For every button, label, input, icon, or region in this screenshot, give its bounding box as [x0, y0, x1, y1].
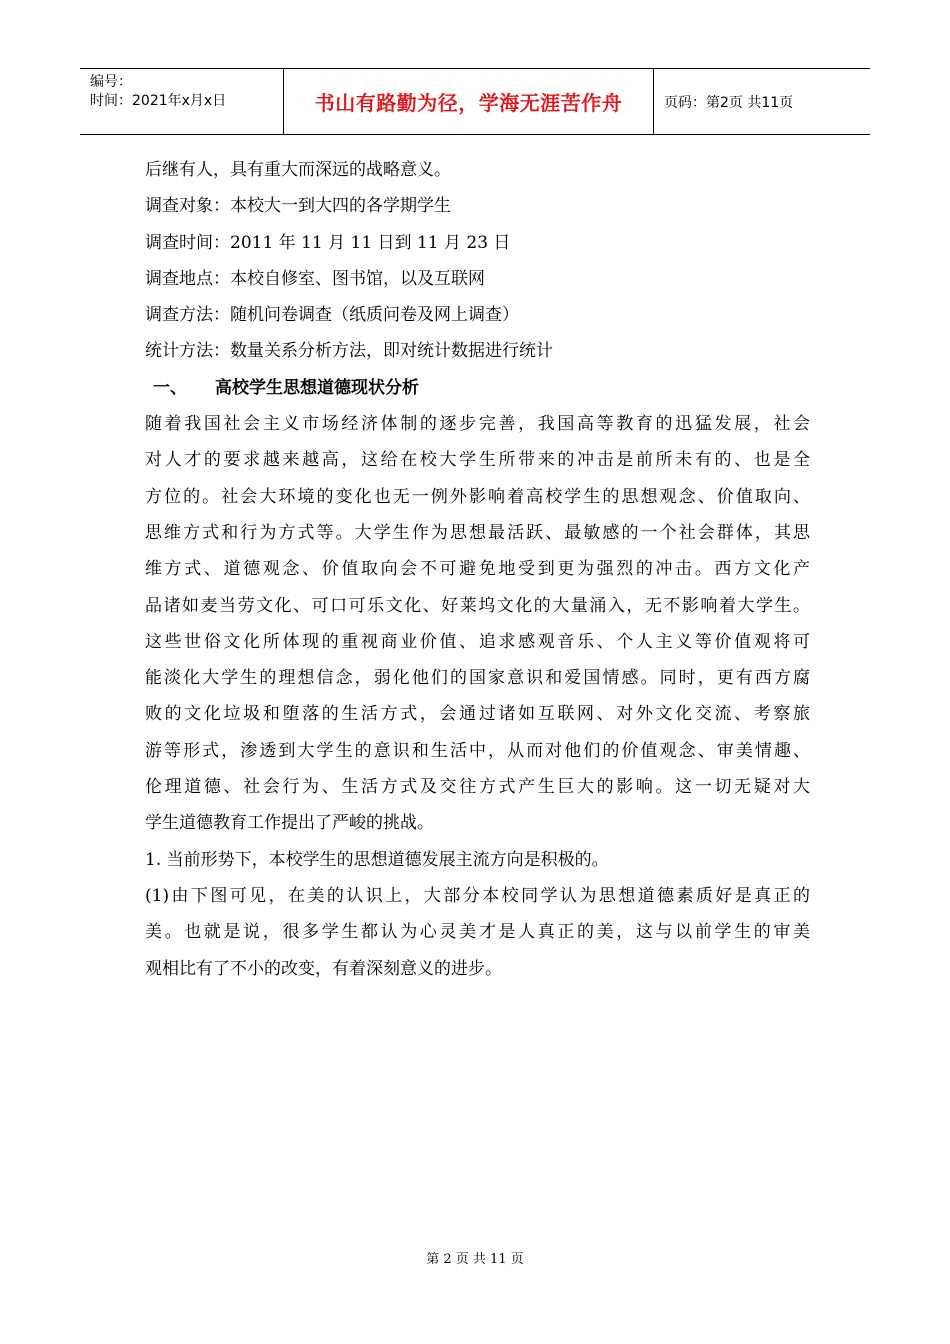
page-header: [80, 68, 870, 135]
paragraph-line: 对人才的要求越来越高，这给在校大学生所带来的冲击是前所未有的、也是全: [145, 450, 810, 471]
paragraph-line: 思维方式和行为方式等。大学生作为思想最活跃、最敏感的一个社会群体，其思: [145, 522, 810, 543]
point-heading: 1. 当前形势下，本校学生的思想道德发展主流方向是积极的。: [145, 849, 609, 870]
header-motto-cell: [283, 69, 654, 134]
paragraph-line: 随着我国社会主义市场经济体制的逐步完善，我国高等教育的迅猛发展，社会: [145, 414, 810, 435]
header-motto: 书山有路勤为径，学海无涯苦作舟: [314, 91, 623, 115]
paragraph-line: 方位的。社会大环境的变化也无一例外影响着高校学生的思想观念、价值取向、: [145, 486, 810, 507]
paragraph-line: 学生道德教育工作提出了严峻的挑战。: [145, 813, 434, 834]
doc-code-label: 编号：: [90, 74, 132, 90]
section-heading: [145, 370, 810, 406]
text-line: 后继有人，具有重大而深远的战略意义。: [145, 160, 451, 180]
section-number: 一、: [153, 377, 187, 398]
survey-subject: 调查对象：本校大一到大四的各学期学生: [145, 196, 451, 217]
paragraph-line: 观相比有了不小的改变，有着深刻意义的进步。: [145, 958, 502, 979]
section-title: 高校学生思想道德现状分析: [215, 377, 419, 398]
statistics-method: 统计方法：数量关系分析方法，即对统计数据进行统计: [145, 341, 553, 362]
header-meta: [80, 69, 283, 134]
survey-time: 调查时间：2011 年 11 月 11 日到 11 月 23 日: [145, 232, 511, 253]
header-page-info: 页码：第2页 共11页: [664, 94, 794, 111]
survey-location: 调查地点：本校自修室、图书馆，以及互联网: [145, 268, 485, 289]
doc-time-label: 时间：2021年x月x日: [90, 93, 227, 109]
page-footer: 第 2 页 共 11 页: [426, 1252, 524, 1267]
paragraph-line: 游等形式，渗透到大学生的意识和生活中，从而对他们的价值观念、审美情趣、: [145, 740, 810, 761]
paragraph-line: 能淡化大学生的理想信念，弱化他们的国家意识和爱国情感。同时，更有西方腐: [145, 668, 810, 689]
paragraph-line: 败的文化垃圾和堕落的生活方式，会通过诸如互联网、对外文化交流、考察旅: [145, 704, 810, 725]
paragraph-line: (1)由下图可见，在美的认识上，大部分本校同学认为思想道德素质好是真正的: [145, 885, 810, 906]
paragraph-context: [145, 406, 810, 842]
paragraph-beauty: [145, 878, 810, 987]
paragraph-line: 品诸如麦当劳文化、可口可乐文化、好莱坞文化的大量涌入，无不影响着大学生。: [145, 595, 810, 616]
paragraph-line: 伦理道德、社会行为、生活方式及交往方式产生巨大的影响。这一切无疑对大: [145, 777, 810, 798]
paragraph-line: 维方式、道德观念、价值取向会不可避免地受到更为强烈的冲击。西方文化产: [145, 559, 810, 580]
paragraph-line: 美。也就是说，很多学生都认为心灵美才是人真正的美，这与以前学生的审美: [145, 922, 810, 943]
paragraph-line: 这些世俗文化所体现的重视商业价值、追求感观音乐、个人主义等价值观将可: [145, 631, 810, 652]
document-body: [145, 152, 810, 987]
survey-method: 调查方法：随机问卷调查（纸质问卷及网上调查）: [145, 305, 519, 326]
